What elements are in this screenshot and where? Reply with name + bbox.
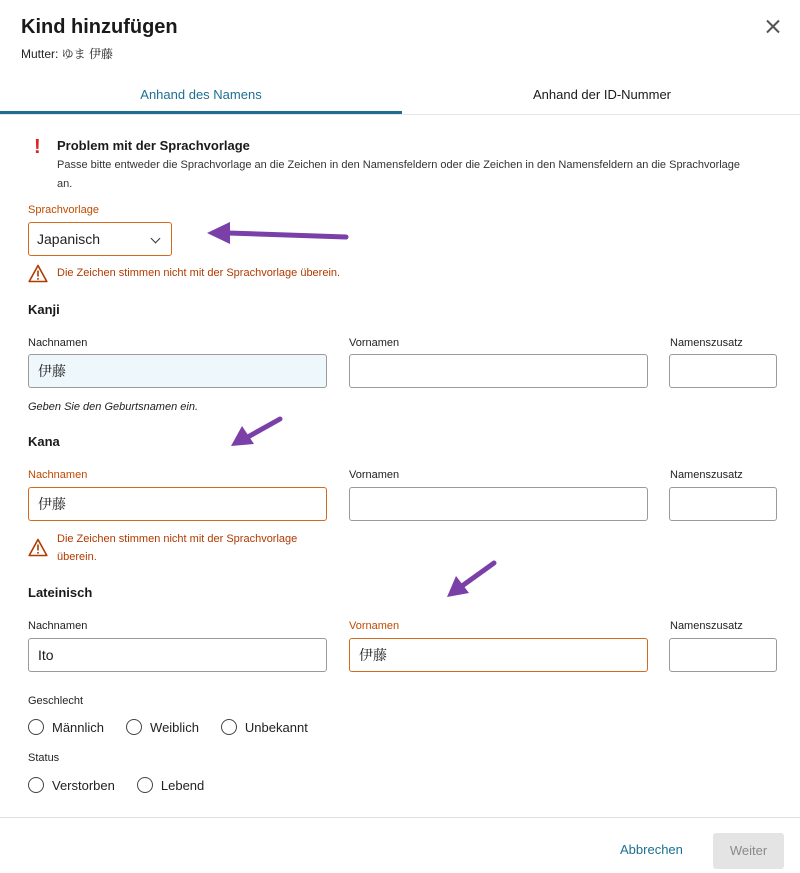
radio-circle-icon: [137, 777, 153, 793]
close-icon[interactable]: [762, 16, 784, 38]
gender-unknown-radio[interactable]: [221, 719, 308, 735]
dialog-subtitle: Mutter: ゆま 伊藤: [21, 47, 114, 61]
radio-label: Unbekannt: [244, 719, 308, 735]
latin-given-input[interactable]: 伊藤: [349, 638, 648, 672]
dialog-footer: [0, 817, 800, 873]
latin-surname-input[interactable]: Ito: [28, 638, 327, 672]
language-template-label: Sprachvorlage: [28, 204, 99, 216]
warning-icon: [28, 538, 48, 557]
radio-label: Weiblich: [150, 719, 199, 735]
latin-surname-label: Nachnamen: [28, 620, 88, 632]
cancel-button[interactable]: Abbrechen: [620, 842, 683, 857]
kanji-given-label: Vornamen: [349, 337, 400, 349]
language-template-value: Japanisch: [37, 231, 101, 247]
chevron-down-icon: [151, 234, 161, 244]
alert-text: Passe bitte entweder die Sprachvorlage an die Zeichen in den Namensfeldern oder die Zeichen in den Namensfeldern an die Sprachvorlage an.: [57, 159, 741, 190]
kanji-surname-input[interactable]: 伊藤: [28, 354, 327, 388]
status-radio-group: [28, 777, 226, 793]
alert-title: Problem mit der Sprachvorlage: [57, 138, 250, 153]
dialog-title: Kind hinzufügen: [21, 16, 178, 38]
radio-circle-icon: [221, 719, 237, 735]
kana-given-input[interactable]: [349, 487, 648, 521]
status-deceased-radio[interactable]: [28, 777, 115, 793]
warning-icon: [28, 264, 48, 283]
latin-suffix-label: Namenszusatz: [670, 620, 743, 632]
kana-surname-label: Nachnamen: [28, 469, 88, 481]
kanji-suffix-label: Namenszusatz: [670, 337, 743, 349]
language-template-warning: [28, 264, 340, 283]
warning-text: Die Zeichen stimmen nicht mit der Sprachvorlage überein.: [57, 267, 341, 279]
status-living-radio[interactable]: [137, 777, 204, 793]
arrowhead-icon: [447, 576, 469, 597]
latin-given-label: Vornamen: [349, 620, 400, 632]
radio-circle-icon: [126, 719, 142, 735]
arrow-to-latin-given: [462, 563, 494, 586]
tab-by-id-number[interactable]: Anhand der ID-Nummer: [533, 87, 671, 102]
warning-text: Die Zeichen stimmen nicht mit der Sprachvorlage überein.: [57, 533, 298, 563]
radio-label: Männlich: [52, 719, 105, 735]
arrowhead-icon: [207, 222, 230, 244]
latin-suffix-input[interactable]: [669, 638, 777, 672]
kana-heading: Kana: [28, 434, 60, 449]
radio-circle-icon: [28, 719, 44, 735]
radio-label: Lebend: [160, 777, 205, 793]
language-template-select[interactable]: [28, 222, 172, 256]
kana-given-label: Vornamen: [349, 469, 400, 481]
next-button[interactable]: Weiter: [713, 833, 784, 869]
exclamation-icon: !: [34, 136, 41, 158]
kana-suffix-label: Namenszusatz: [670, 469, 743, 481]
arrow-to-kana-heading: [246, 419, 280, 438]
gender-label: Geschlecht: [28, 695, 84, 707]
radio-label: Verstorben: [52, 777, 115, 793]
kanji-surname-label: Nachnamen: [28, 337, 88, 349]
gender-male-radio[interactable]: [28, 719, 104, 735]
tab-bar: [0, 78, 800, 115]
kana-suffix-input[interactable]: [669, 487, 777, 521]
status-label: Status: [28, 752, 60, 764]
kana-surname-input[interactable]: 伊藤: [28, 487, 327, 521]
kana-warning: [28, 530, 338, 566]
arrow-to-language-select: [228, 233, 346, 237]
radio-circle-icon: [28, 777, 44, 793]
gender-radio-group: [28, 719, 330, 735]
gender-female-radio[interactable]: [126, 719, 199, 735]
kanji-heading: Kanji: [28, 302, 60, 317]
kanji-suffix-input[interactable]: [669, 354, 777, 388]
birth-name-hint: Geben Sie den Geburtsnamen ein.: [28, 401, 199, 413]
latin-heading: Lateinisch: [28, 585, 93, 600]
arrowhead-icon: [231, 426, 254, 446]
tab-by-name[interactable]: Anhand des Namens: [0, 78, 402, 114]
kanji-given-input[interactable]: [349, 354, 648, 388]
